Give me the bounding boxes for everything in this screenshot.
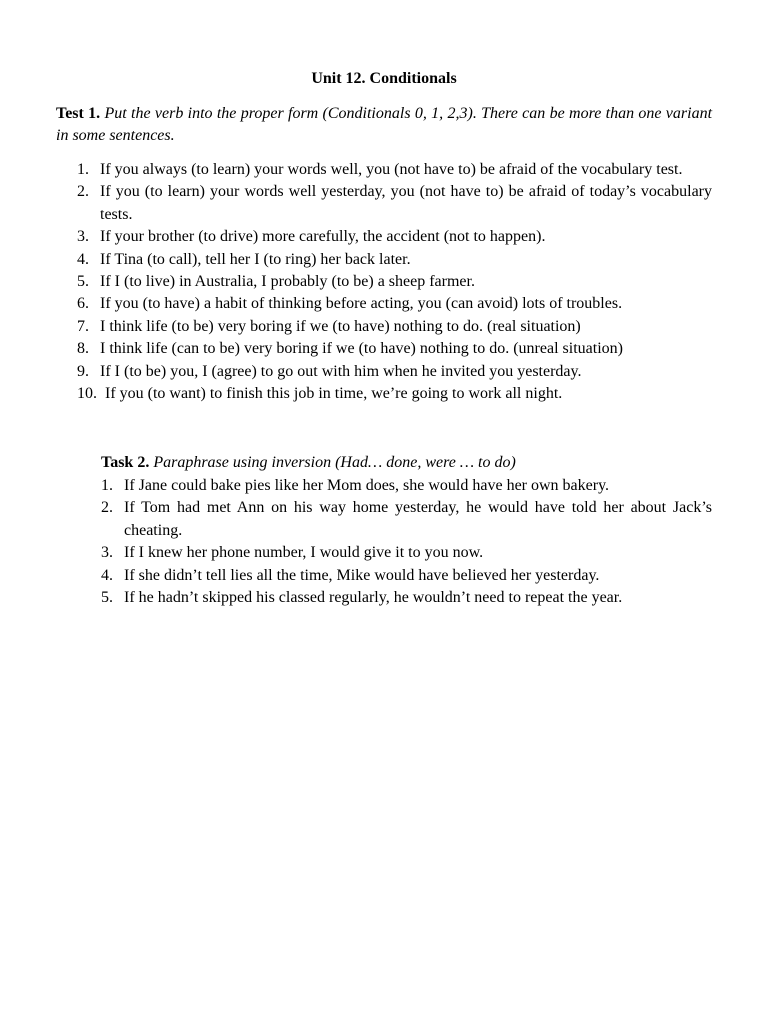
list-item [56,293,712,315]
item-number: 1. [101,477,113,494]
item-text: If Tina (to call), tell her I (to ring) her back later. [100,250,411,268]
item-number: 3. [101,544,113,562]
item-number: 10. [77,385,97,403]
test-instructions [56,103,712,147]
list-item [56,226,712,248]
item-text: If your brother (to drive) more carefully, the accident (not to happen). [100,228,546,246]
item-text: If you (to have) a habit of thinking before acting, you (can avoid) lots of troubles. [100,295,623,313]
test-label: Test 1. [56,105,101,122]
list-item [56,383,712,405]
list-item [101,542,712,564]
list-item [56,338,712,360]
item-number: 6. [77,295,89,313]
item-number: 2. [77,183,89,201]
task-exercise-list [101,475,712,609]
test-instruction-text: Put the verb into the proper form (Conditionals 0, 1, 2,3). There can be more than one variant in some sentences. [56,105,713,144]
item-number: 7. [77,317,89,335]
list-item [101,587,712,609]
task-label: Task 2. [101,454,150,471]
list-item [56,249,712,271]
item-number: 2. [101,499,113,517]
list-item [56,181,712,226]
list-item [101,565,712,587]
item-number: 5. [101,589,113,607]
item-number: 1. [77,161,89,178]
list-item [56,316,712,338]
item-text: If he hadn’t skipped his classed regularly, he wouldn’t need to repeat the year. [124,589,623,607]
item-number: 4. [77,250,89,268]
list-item [56,271,712,293]
item-text: If you (to learn) your words well yesterday, you (not have to) be afraid of today’s vocabulary tests. [100,183,712,223]
item-number: 8. [77,340,89,358]
item-number: 4. [101,566,113,584]
item-text: If she didn’t tell lies all the time, Mike would have believed her yesterday. [124,566,600,584]
item-text: If I knew her phone number, I would give it to you now. [124,544,484,562]
list-item [101,475,712,497]
item-text: If Tom had met Ann on his way home yesterday, he would have told her about Jack’s cheating. [124,499,712,539]
task-instructions [101,452,516,474]
item-text: If you always (to learn) your words well, you (not have to) be afraid of the vocabulary test. [100,161,683,178]
item-text: If Jane could bake pies like her Mom does, she would have her own bakery. [124,477,610,494]
page-title: Unit 12. Conditionals [311,70,457,87]
task-instruction-text: Paraphrase using inversion (Had… done, were … to do) [153,454,516,471]
item-number: 9. [77,362,89,380]
list-item [101,497,712,542]
item-text: If you (to want) to finish this job in time, we’re going to work all night. [105,385,563,403]
item-number: 3. [77,228,89,246]
list-item [56,159,712,181]
item-text: If I (to live) in Australia, I probably (to be) a sheep farmer. [100,273,475,291]
test-exercise-list [56,159,712,405]
item-text: I think life (can to be) very boring if we (to have) nothing to do. (unreal situation) [100,340,623,358]
item-text: I think life (to be) very boring if we (to have) nothing to do. (real situation) [100,317,581,335]
list-item [56,361,712,383]
item-number: 5. [77,273,89,291]
item-text: If I (to be) you, I (agree) to go out with him when he invited you yesterday. [100,362,582,380]
